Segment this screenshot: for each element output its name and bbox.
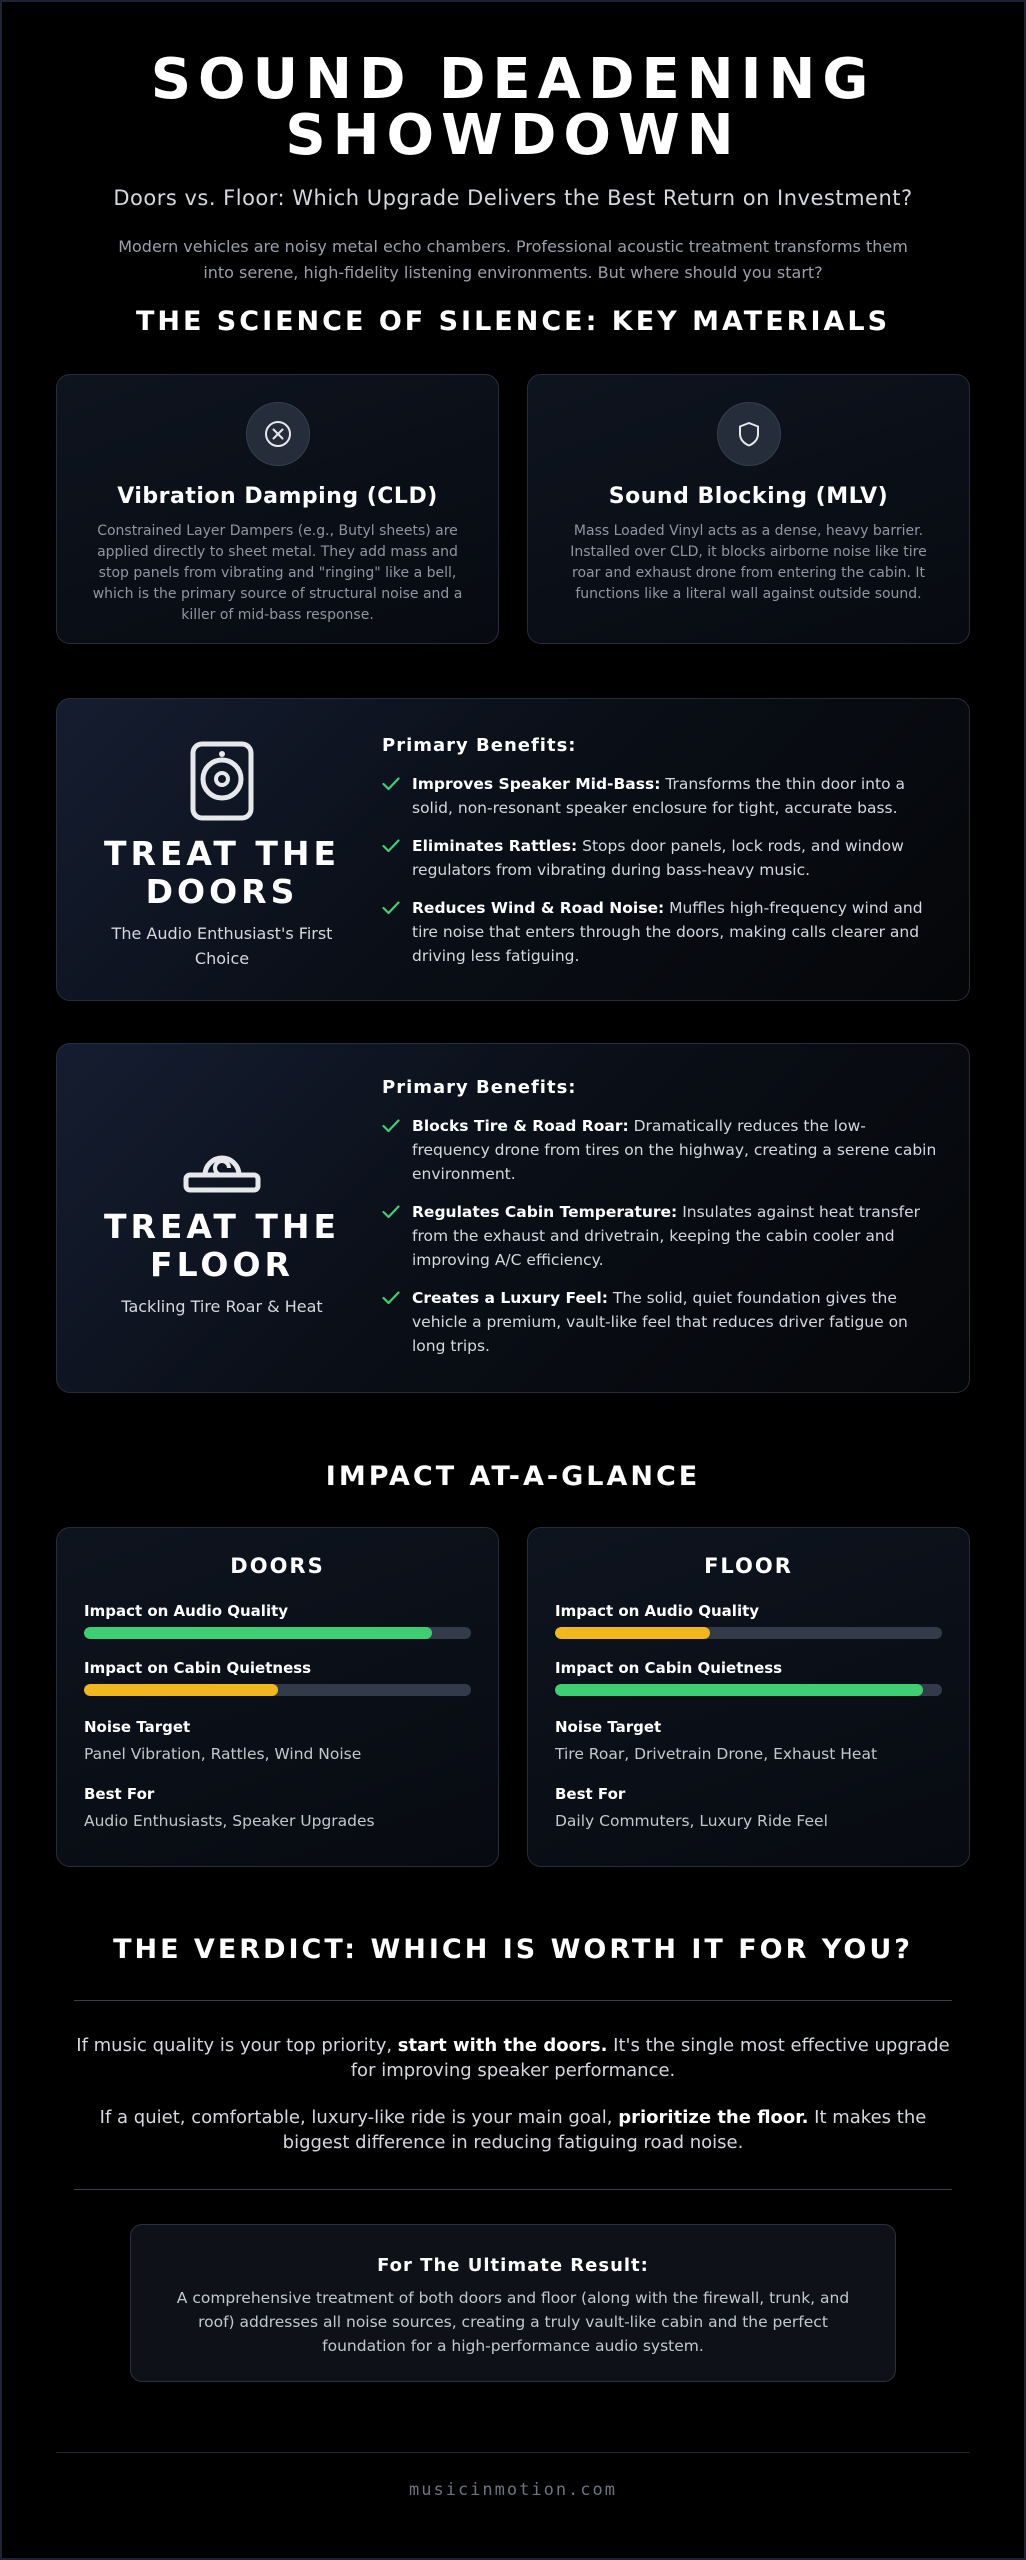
benefit-title: Eliminates Rattles: [412,837,578,855]
benefit-title: Regulates Cabin Temperature: [412,1203,678,1221]
metric-label: Impact on Cabin Quietness [84,1659,312,1677]
materials-section-title: THE SCIENCE OF SILENCE: KEY MATERIALS [135,306,891,337]
benefit-title: Reduces Wind & Road Noise: [412,899,665,917]
tire-icon [183,1148,261,1194]
best-for [84,1785,471,1830]
doors-benefits [382,735,942,968]
benefit-description: Stops door panels, lock rods, and window regulators from vibrating during bass-heavy music. [412,837,904,879]
footer-divider [56,2452,970,2453]
metric-label: Impact on Audio Quality [555,1602,760,1620]
benefit-item [382,1200,942,1272]
intro-text: Modern vehicles are noisy metal echo chambers. Professional acoustic treatment transforms them into serene, high-fidelity listening environments. But where should you start? [118,237,908,282]
benefit-item [382,1114,942,1186]
check-icon [382,834,412,882]
metric [555,1659,942,1696]
ultimate-text: A comprehensive treatment of both doors and floor (along with the firewall, trunk, and roof) addresses all noise sources, creating a truly vault-like cabin and the perfect foundation for a high-performance audio system. [176,2289,850,2355]
shield-icon [717,402,781,466]
floor-subtitle: Tackling Tire Roar & Heat [121,1297,323,1316]
noise-target [555,1718,942,1763]
benefits-heading: Primary Benefits: [382,735,577,756]
noise-target-label: Noise Target [555,1718,662,1736]
ultimate-title: For The Ultimate Result: [377,2255,649,2276]
material-title: Sound Blocking (MLV) [608,484,889,509]
benefit-item [382,834,942,882]
verdict-floor: If a quiet, comfortable, luxury-like ride is your main goal, prioritize the floor. It makes the biggest difference in reducing fatiguing road noise. [99,2107,927,2153]
divider [74,2189,952,2190]
benefit-title: Creates a Luxury Feel: [412,1289,608,1307]
floor-benefits [382,1077,942,1358]
floor-summary [57,1148,387,1319]
metric-label: Impact on Cabin Quietness [555,1659,783,1677]
metric [84,1602,471,1639]
check-icon [382,1114,412,1186]
page-subtitle: Doors vs. Floor: Which Upgrade Delivers the Best Return on Investment? [113,186,913,210]
metric [555,1602,942,1639]
impact-section-title: IMPACT AT-A-GLANCE [325,1461,701,1492]
benefit-description: Insulates against heat transfer from the exhaust and drivetrain, keeping the cabin cooler and improving A/C efficiency. [412,1203,921,1269]
page-title: SOUND DEADENING SHOWDOWN [150,47,876,168]
best-for-label: Best For [84,1785,155,1803]
benefit-description: Muffles high-frequency wind and tire noise that enters through the doors, making calls clearer and driving less fatiguing. [412,899,923,965]
verdict-doors-emphasis: start with the doors. [397,2035,608,2056]
material-card-mlv [527,374,970,644]
benefit-description: The solid, quiet foundation gives the vehicle a premium, vault-like feel that reduces driver fatigue on long trips. [412,1289,908,1355]
impact-heading: DOORS [230,1554,325,1578]
verdict-floor-emphasis: prioritize the floor. [618,2107,809,2128]
benefit-description: Transforms the thin door into a solid, non-resonant speaker enclosure for tight, accurate bass. [412,775,905,817]
progress-fill [555,1684,923,1696]
material-card-cld [56,374,499,644]
verdict-doors: If music quality is your top priority, start with the doors. It's the single most effective upgrade for improving speaker performance. [76,2035,950,2081]
progress-fill [555,1627,710,1639]
metric [84,1659,471,1696]
floor-title: TREAT THE FLOOR [103,1207,341,1284]
progress-track [555,1684,942,1696]
best-for [555,1785,942,1830]
materials-grid [56,374,970,644]
impact-heading: FLOOR [704,1554,793,1578]
noise-target [84,1718,471,1763]
doors-card [56,698,970,1001]
impact-grid [56,1527,970,1867]
ultimate-result-box [130,2224,896,2382]
benefit-title: Improves Speaker Mid-Bass: [412,775,661,793]
floor-card [56,1043,970,1393]
doors-summary [57,741,387,971]
progress-track [84,1684,471,1696]
verdict-section-title: THE VERDICT: WHICH IS WORTH IT FOR YOU? [113,1934,913,1965]
noise-target-value: Tire Roar, Drivetrain Drone, Exhaust Heat [555,1745,878,1763]
metric-label: Impact on Audio Quality [84,1602,289,1620]
material-text: Mass Loaded Vinyl acts as a dense, heavy barrier. Installed over CLD, it blocks airborne noise like tire roar and exhaust drone from entering the cabin. It functions like a literal wall against outside sound. [570,523,927,602]
progress-track [84,1627,471,1639]
material-title: Vibration Damping (CLD) [117,484,438,509]
check-icon [382,1286,412,1358]
check-icon [382,896,412,968]
benefit-item [382,772,942,820]
footer-site-link[interactable]: musicinmotion.com [409,2480,617,2500]
best-for-value: Daily Commuters, Luxury Ride Feel [555,1812,828,1830]
benefit-item [382,896,942,968]
x-circle-icon [246,402,310,466]
check-icon [382,772,412,820]
noise-target-label: Noise Target [84,1718,191,1736]
progress-fill [84,1684,278,1696]
benefit-title: Blocks Tire & Road Roar: [412,1117,629,1135]
divider [74,2000,952,2001]
noise-target-value: Panel Vibration, Rattles, Wind Noise [84,1745,362,1763]
doors-title: TREAT THE DOORS [103,834,341,911]
impact-card-floor [527,1527,970,1867]
doors-subtitle: The Audio Enthusiast's First Choice [111,924,333,968]
speaker-icon [190,741,254,821]
progress-track [555,1627,942,1639]
benefits-heading: Primary Benefits: [382,1077,577,1098]
benefit-description: Dramatically reduces the low-frequency drone from tires on the highway, creating a serene cabin environment. [412,1117,937,1183]
progress-fill [84,1627,432,1639]
impact-card-doors [56,1527,499,1867]
best-for-value: Audio Enthusiasts, Speaker Upgrades [84,1812,375,1830]
benefit-item [382,1286,942,1358]
best-for-label: Best For [555,1785,626,1803]
material-text: Constrained Layer Dampers (e.g., Butyl sheets) are applied directly to sheet metal. They add mass and stop panels from vibrating and "ringing" like a bell, which is the primary source of structural noise and a killer of mid-bass response. [92,523,463,623]
check-icon [382,1200,412,1272]
